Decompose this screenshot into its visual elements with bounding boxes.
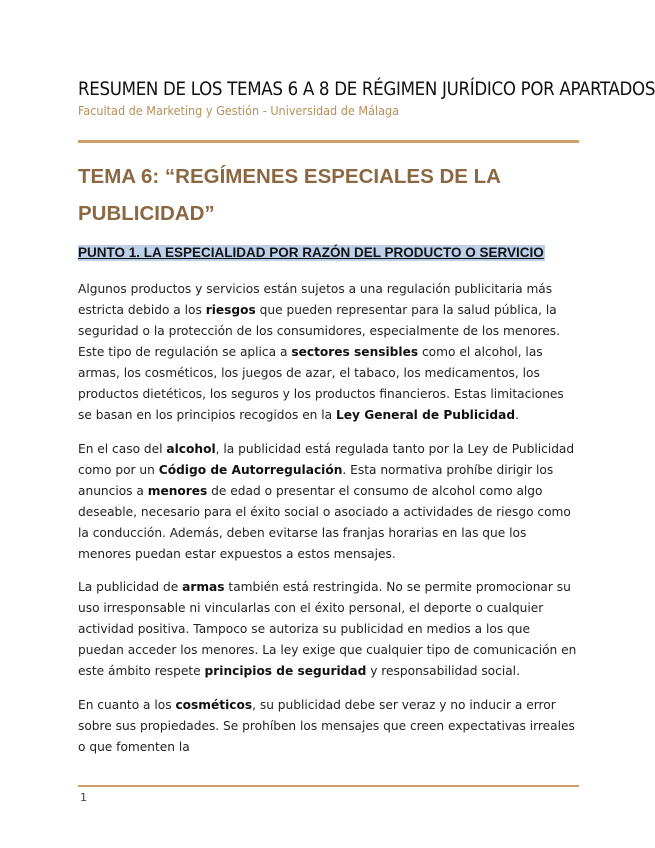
section-heading-line-2: PUBLICIDAD” bbox=[78, 202, 215, 225]
bold-term: principios de seguridad bbox=[204, 664, 367, 679]
footer-divider bbox=[78, 785, 579, 787]
section-heading bbox=[78, 158, 508, 232]
text-run: que pueden representar para la salud pública, la seguridad o la protección de los consumidores, especialmente de los menores. Este tipo de regulación se aplica a bbox=[78, 303, 561, 359]
text-run: también está restringida. No se permite promocionar su uso irresponsable ni vincularlas con el éxito personal, el deporte o cualquier actividad positiva. Tampoco se autoriza su publicidad en medios a los que puedan acceder los menores. La ley exige que cualquier tipo de comunicación en este ámbito respete bbox=[78, 580, 577, 679]
paragraph-4 bbox=[78, 695, 578, 758]
bold-term: Código de Autorregulación bbox=[158, 462, 343, 477]
text-run: , su publicidad debe ser veraz y no inducir a error sobre sus propiedades. Se prohíben los mensajes que creen expectativas irreales o que fomenten la bbox=[78, 697, 575, 754]
text-run: En el caso del bbox=[78, 441, 167, 456]
bold-term: Ley General de Publicidad bbox=[336, 408, 516, 422]
bold-term: menores bbox=[147, 483, 208, 498]
text-run: como el alcohol, las armas, los cosméticos, los juegos de azar, el tabaco, los medicamentos, los productos dietéticos, los seguros y los productos financieros. Estas limitaciones se basan en los principios recogidos en la bbox=[78, 345, 564, 422]
text-run: de edad o presentar el consumo de alcohol como algo deseable, necesario para el éxito social o asociado a actividades de riesgo como la conducción. Además, deben evitarse las franjas horarias en las que los menores puedan estar expuestos a estos mensajes. bbox=[78, 483, 571, 561]
body-text bbox=[78, 279, 578, 770]
bold-term: sectores sensibles bbox=[291, 345, 419, 359]
subsection-heading-text: PUNTO 1. LA ESPECIALIDAD POR RAZÓN DEL PRODUCTO O SERVICIO bbox=[78, 245, 544, 260]
text-run: y responsabilidad social. bbox=[366, 664, 520, 679]
paragraph-1 bbox=[78, 279, 578, 426]
text-run: Algunos productos y servicios están sujetos a una regulación publicitaria más estricta debido a los bbox=[78, 282, 553, 317]
subsection-heading bbox=[78, 244, 545, 262]
bold-term: armas bbox=[182, 580, 225, 595]
text-run: . bbox=[515, 408, 519, 422]
text-run: . Esta normativa prohíbe dirigir los anuncios a bbox=[78, 462, 554, 498]
bold-term: alcohol bbox=[166, 441, 216, 456]
text-run: En cuanto a los bbox=[78, 697, 176, 712]
paragraph-2 bbox=[78, 439, 578, 565]
bold-term: riesgos bbox=[205, 303, 256, 317]
text-run: , la publicidad está regulada tanto por la Ley de Publicidad como por un bbox=[78, 441, 575, 477]
paragraph-3 bbox=[78, 577, 578, 682]
page-number: 1 bbox=[80, 791, 87, 804]
bold-term: cosméticos bbox=[175, 697, 253, 712]
text-run: La publicidad de bbox=[78, 580, 183, 595]
document-subtitle: Facultad de Marketing y Gestión - Universidad de Málaga bbox=[78, 103, 400, 118]
document-title: RESUMEN DE LOS TEMAS 6 A 8 DE RÉGIMEN JURÍDICO POR APARTADOS bbox=[78, 79, 655, 100]
section-heading-line-1: TEMA 6: “REGÍMENES ESPECIALES DE LA bbox=[78, 165, 501, 188]
header-divider bbox=[78, 140, 579, 143]
